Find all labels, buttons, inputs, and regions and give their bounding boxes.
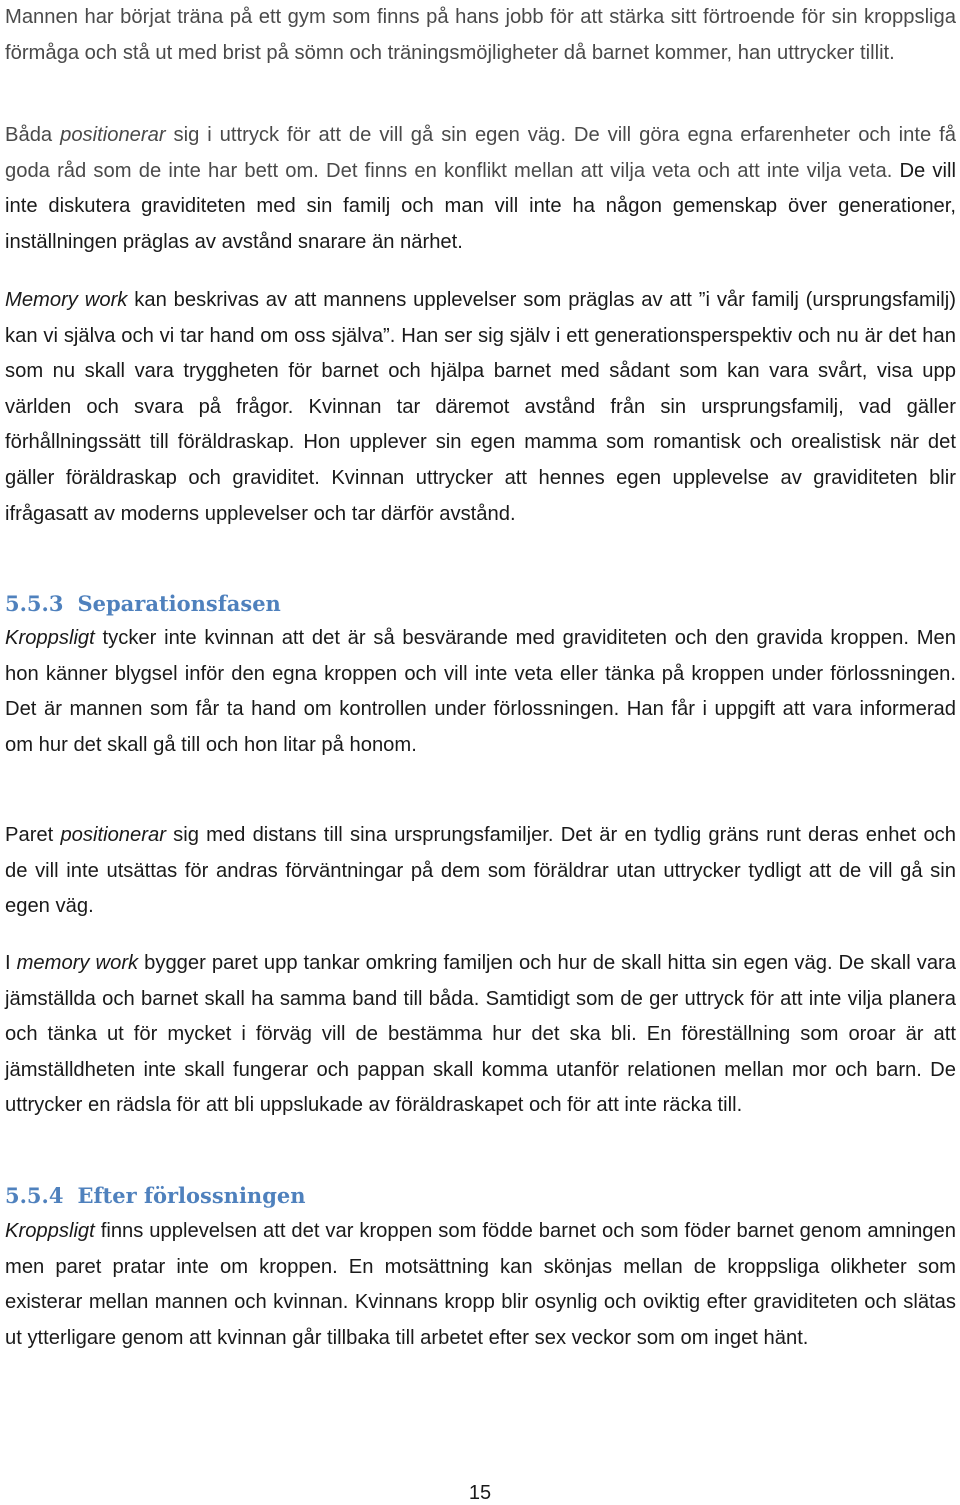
paragraph-kroppsligt-separation bbox=[5, 621, 956, 763]
emphasis-positionerar: positionerar bbox=[60, 124, 166, 146]
paragraph-memory-work-paret bbox=[5, 946, 956, 1124]
section-title: Efter förlossningen bbox=[77, 1183, 306, 1208]
section-heading-separationsfasen bbox=[5, 587, 281, 621]
paragraph-memory-work bbox=[5, 283, 956, 532]
emphasis-kroppsligt: Kroppsligt bbox=[5, 1220, 95, 1242]
paragraph-text-cont: sig i uttryck för att de vill gå sin egen väg. De vill göra egna erfarenheter och inte få goda råd som de inte har bett om. Det finns en konflikt mellan att vilja veta och att inte vilja veta. bbox=[5, 124, 957, 182]
section-number: 5.5.3 bbox=[5, 591, 64, 616]
paragraph-text-tail: De vill inte diskutera graviditeten med sin familj och man vill inte ha någon gemenskap över generationer, inställningen präglas av avstånd snarare än närhet. bbox=[5, 159, 956, 253]
page-number: 15 bbox=[468, 1482, 492, 1504]
paragraph-text: kan beskrivas av att mannens upplevelser som präglas av att ”i vår familj (ursprungsfamilj) kan vi själva och vi tar hand om oss själva”. Han ser sig själv i ett generationsperspektiv och nu är det han som nu skall vara tryggheten för barnet och hjälpa barnet med sådant som kan vara svårt, visa upp världen och svara på frågor. Kvinnan tar däremot avstånd från sin ursprungsfamilj, vad gäller förhållningssätt till föräldraskap. Hon upplever sin egen mamma som romantisk och orealistisk när det gäller föräldraskap och graviditet. Kvinnan uttrycker att hennes egen upplevelse av graviditeten blir ifrågasatt av moderns upplevelser och tar därför avstånd. bbox=[5, 289, 957, 525]
emphasis-memory-work: Memory work bbox=[5, 289, 128, 311]
paragraph-text: sig med distans till sina ursprungsfamiljer. Det är en tydlig gräns runt deras enhet och de vill inte utsättas för andras förväntningar på dem som föräldrar utan uttrycker tydligt att de vill gå sin egen väg. bbox=[5, 824, 956, 918]
paragraph-gym bbox=[5, 0, 956, 71]
section-heading-efter-forlossningen bbox=[5, 1179, 306, 1213]
emphasis-memory-work: memory work bbox=[16, 952, 139, 974]
section-number: 5.5.4 bbox=[5, 1183, 64, 1208]
emphasis-positionerar: positionerar bbox=[60, 824, 166, 846]
paragraph-positionerar bbox=[5, 118, 956, 260]
emphasis-kroppsligt: Kroppsligt bbox=[5, 627, 95, 649]
paragraph-paret-positionerar bbox=[5, 818, 956, 925]
paragraph-text: tycker inte kvinnan att det är så besvärande med graviditeten och den gravida kroppen. Men hon känner blygsel inför den egna kroppen och vill inte veta eller tänka på kroppen under förlossningen. Det är mannen som får ta hand om kontrollen under förlossningen. Han får i uppgift att vara informerad om hur det skall gå till och hon litar på honom. bbox=[5, 627, 956, 756]
paragraph-text: finns upplevelsen att det var kroppen som födde barnet och som föder barnet genom amningen men paret pratar inte om kroppen. En motsättning kan skönjas mellan de kroppsliga olikheter som existerar mellan mannen och kvinnan. Kvinnans kropp blir osynlig och oviktig efter graviditeten och slätas ut ytterligare genom att kvinnan går tillbaka till arbetet efter sex veckor som om inget hänt. bbox=[5, 1220, 956, 1349]
paragraph-text-lead: Paret bbox=[5, 824, 61, 846]
paragraph-text: bygger paret upp tankar omkring familjen och hur de skall hitta sin egen väg. De skall vara jämställda och barnet skall ha samma band till båda. Samtidigt som de ger uttryck för att inte vilja planera och tänka ut för mycket i förväg vill de bestämma hur det ska bli. En föreställning som oroar är att jämställdheten inte skall fungerar och pappan skall komma utanför relationen mellan mor och barn. De uttrycker en rädsla för att bli uppslukade av föräldraskapet och för att inte räcka till. bbox=[5, 952, 957, 1117]
paragraph-kroppsligt-efter bbox=[5, 1214, 956, 1356]
paragraph-text-lead: Båda bbox=[5, 124, 61, 146]
paragraph-text: Mannen har börjat träna på ett gym som finns på hans jobb för att stärka sitt förtroende för sin kroppsliga förmåga och stå ut med brist på sömn och träningsmöjligheter då barnet kommer, han uttrycker tillit. bbox=[5, 6, 956, 64]
section-title: Separationsfasen bbox=[77, 591, 281, 616]
paragraph-text-lead: I bbox=[5, 952, 17, 974]
